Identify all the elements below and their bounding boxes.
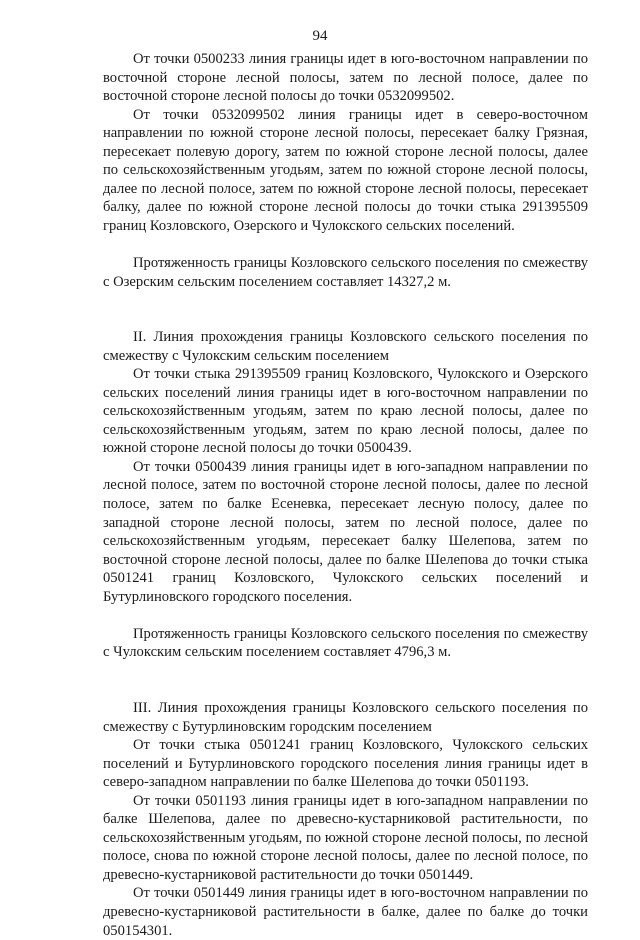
paragraph: От точки 0501449 линия границы идет в юго-восточном направлении по древесно-кустарниковой растительности в балке, далее по балке до точки 050154301. <box>103 885 588 939</box>
paragraph: От точки стыка 291395509 границ Козловского, Чулокского и Озерского сельских поселений линия границы идет в юго-восточном направлении по сельскохозяйственным угодьям, затем по краю лесной полосы, далее по сельскохозяйственным угодьям, затем по краю лесной полосы, далее по южной стороне лесной полосы до точки 0500439. <box>103 366 588 457</box>
paragraph: От точки 0500439 линия границы идет в юго-западном направлении по лесной полосе, затем по восточной стороне лесной полосы, далее по лесной полосе, затем по балке Есеневка, пересекает лесную полосу, далее по западной стороне лесной полосы, затем по лесной полосе, далее по сельскохозяйственным угодьям, пересекает балку Шелепова, затем по восточной стороне лесной полосы, далее по балке Шелепова до точки стыка 0501241 границ Козловского, Чулокского сельских поселений и Бутурлиновского городского поселения. <box>103 458 588 605</box>
paragraph: От точки 0500233 линия границы идет в юго-восточном направлении по восточной стороне лесной полосы, затем по лесной полосе, далее по восточной стороне лесной полосы до точки 0532099502. <box>103 51 588 105</box>
paragraph: Протяженность границы Козловского сельского поселения по смежеству с Чулокским сельским поселением составляет 4796,3 м. <box>103 625 588 661</box>
paragraph: Протяженность границы Козловского сельского поселения по смежеству с Озерским сельским поселением составляет 14327,2 м. <box>103 255 588 290</box>
paragraph: От точки стыка 0501241 границ Козловского, Чулокского сельских поселений и Бутурлиновского городского поселения линия границы идет в северо-западном направлении по балке Шелепова до точки 0501193. <box>103 737 588 791</box>
section-heading: II. Линия прохождения границы Козловского сельского поселения по смежеству с Чулокским сельским поселением <box>103 329 588 364</box>
paragraph: От точки 0501193 линия границы идет в юго-западном направлении по балке Шелепова, далее по древесно-кустарниковой растительности, по сельскохозяйственным угодьям, по южной стороне лесной полосы, по лесной полосе, снова по южной стороне лесной полосы, далее по лесной полосе, по древесно-кустарниковой растительности до точки 0501449. <box>103 792 588 883</box>
page-number: 94 <box>312 28 328 44</box>
document-body <box>103 50 588 940</box>
section-heading: III. Линия прохождения границы Козловского сельского поселения по смежеству с Бутурлиновским городским поселением <box>103 699 588 735</box>
paragraph: От точки 0532099502 линия границы идет в северо-восточном направлении по южной стороне лесной полосы, пересекает балку Грязная, пересекает полевую дорогу, затем по южной стороне лесной полосы, далее по сельскохозяйственным угодьям, затем по южной стороне лесной полосы, далее по лесной полосе, затем по южной стороне лесной полосы, пересекает балку, далее по южной стороне лесной полосы до точки стыка 291395509 границ Козловского, Озерского и Чулокского сельских поселений. <box>103 106 588 234</box>
